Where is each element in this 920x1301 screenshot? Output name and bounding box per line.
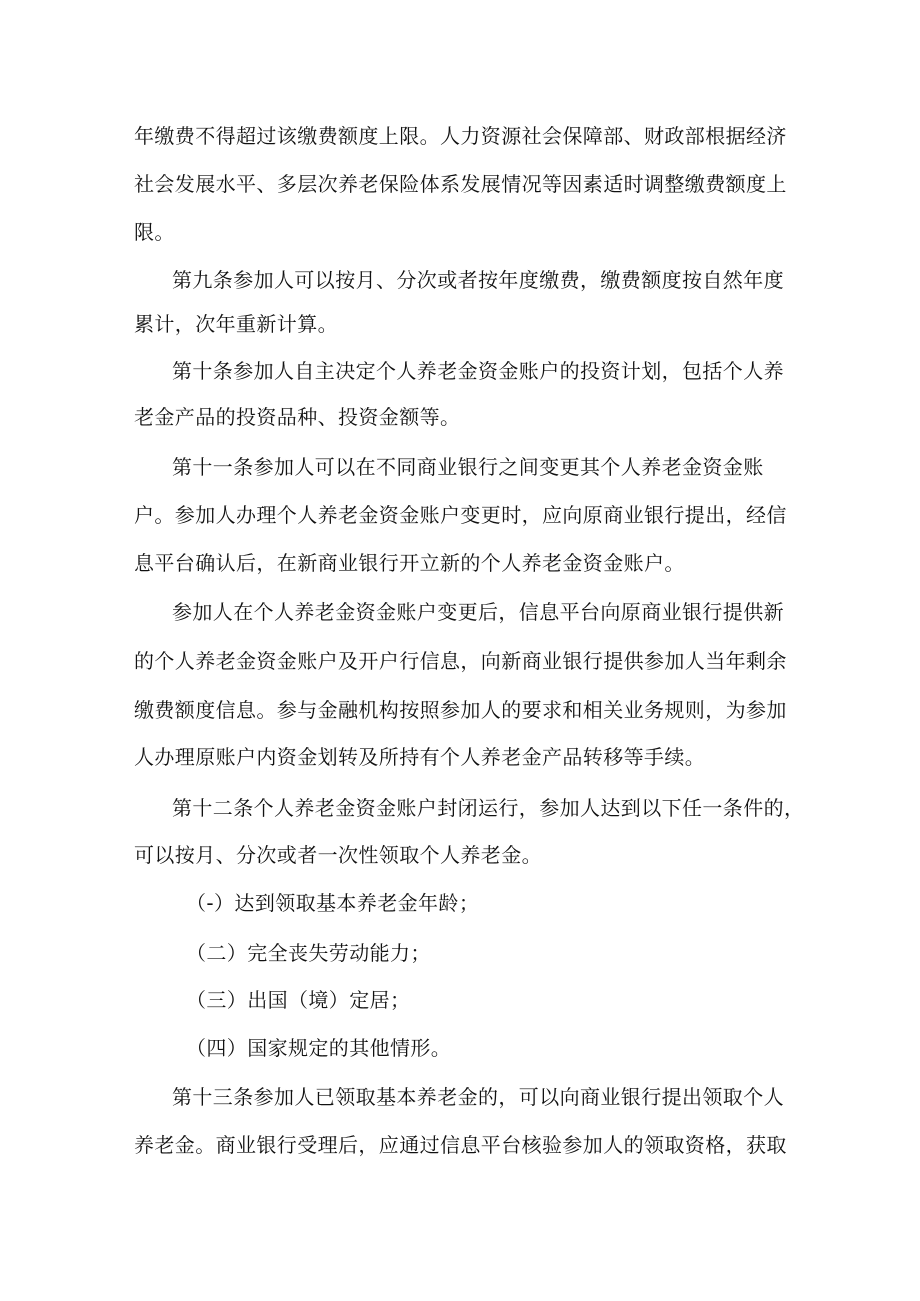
- text-line: （三）出国（境）定居；: [186, 988, 411, 1012]
- text-line: （-）达到领取基本养老金年龄；: [186, 891, 480, 915]
- text-line: 第九条参加人可以按月、分次或者按年度缴费，缴费额度按自然年度: [172, 268, 784, 292]
- text-line: 年缴费不得超过该缴费额度上限。人力资源社会保障部、财政部根据经济: [134, 124, 787, 148]
- text-line: 户。参加人办理个人养老金资金账户变更时，应向原商业银行提出，经信: [134, 503, 787, 527]
- text-line: （四）国家规定的其他情形。: [186, 1036, 452, 1060]
- text-line: 参加人在个人养老金资金账户变更后，信息平台向原商业银行提供新: [172, 600, 784, 624]
- text-line: 社会发展水平、多层次养老保险体系发展情况等因素适时调整缴费额度上: [134, 172, 787, 196]
- text-line: 第十一条参加人可以在不同商业银行之间变更其个人养老金资金账: [172, 455, 764, 479]
- text-line: 限。: [134, 220, 175, 244]
- text-line: 老金产品的投资品种、投资金额等。: [134, 405, 461, 429]
- text-line: （二）完全丧失劳动能力；: [186, 941, 431, 965]
- text-line: 养老金。商业银行受理后，应通过信息平台核验参加人的领取资格，获取: [134, 1133, 787, 1157]
- text-line: 缴费额度信息。参与金融机构按照参加人的要求和相关业务规则，为参加: [134, 698, 787, 722]
- text-line: 第十二条个人养老金资金账户封闭运行，参加人达到以下任一条件的，: [172, 796, 805, 820]
- text-line: 可以按月、分次或者一次性领取个人养老金。: [134, 843, 542, 867]
- text-line: 人办理原账户内资金划转及所持有个人养老金产品转移等手续。: [134, 745, 706, 769]
- text-line: 第十三条参加人已领取基本养老金的，可以向商业银行提出领取个人: [172, 1085, 784, 1109]
- text-line: 累计，次年重新计算。: [134, 312, 338, 336]
- text-line: 息平台确认后，在新商业银行开立新的个人养老金资金账户。: [134, 551, 685, 575]
- text-line: 的个人养老金资金账户及开户行信息，向新商业银行提供参加人当年剩余: [134, 649, 787, 673]
- text-line: 第十条参加人自主决定个人养老金资金账户的投资计划，包括个人养: [172, 359, 784, 383]
